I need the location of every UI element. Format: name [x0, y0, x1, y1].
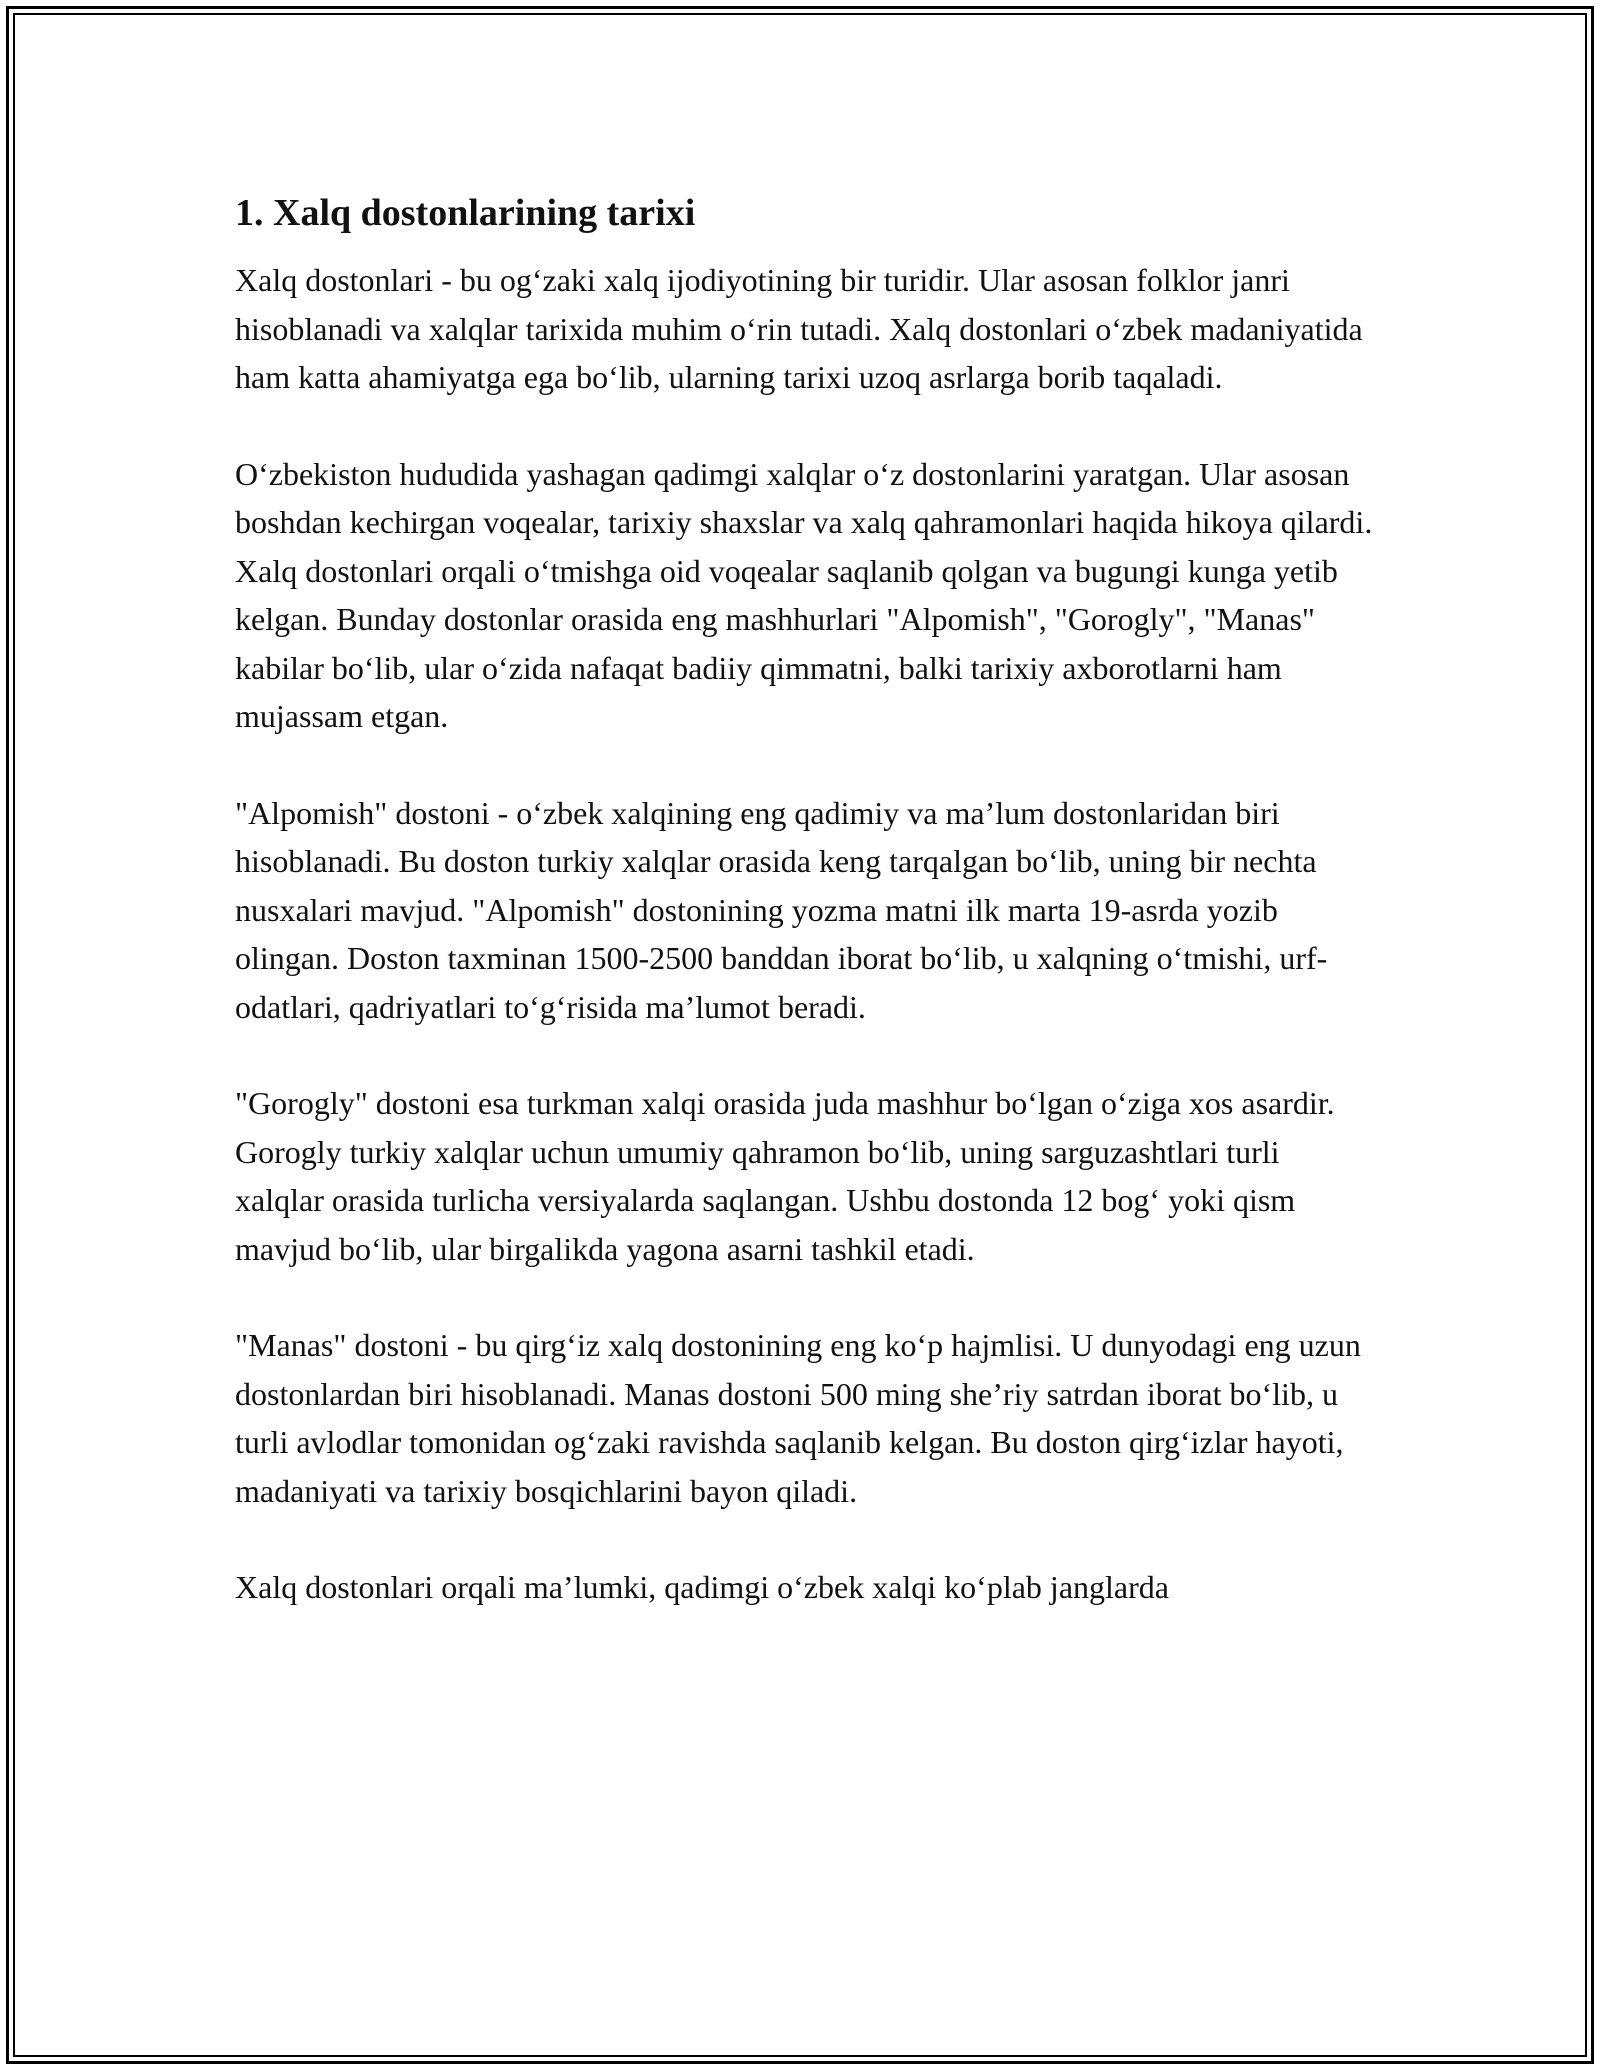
document-body — [235, 188, 1375, 1660]
paragraph-manas: "Manas" dostoni - bu qirg‘iz xalq dostonining eng ko‘p hajmlisi. U dunyodagi eng uzun dostonlardan biri hisoblanadi. Manas dostoni 500 ming she’riy satrdan iborat bo‘lib, u turli avlodlar tomonidan og‘zaki ravishda saqlanib kelgan. Bu doston qirg‘izlar hayoti, madaniyati va tarixiy bosqichlarini bayon qiladi. — [235, 1327, 1361, 1509]
paragraph-ancient-peoples: O‘zbekiston hududida yashagan qadimgi xalqlar o‘z dostonlarini yaratgan. Ular asosan boshdan kechirgan voqealar, tarixiy shaxslar va xalq qahramonlari haqida hikoya qilardi. Xalq dostonlari orqali o‘tmishga oid voqealar saqlanib qolgan va bugungi kunga yetib kelgan. Bunday dostonlar orasida eng mashhurlari "Alpomish", "Gorogly", "Manas" kabilar bo‘lib, ular o‘zida nafaqat badiiy qimmatni, balki tarixiy axborotlarni ham mujassam etgan. — [235, 455, 1373, 734]
paragraph-continuation: Xalq dostonlari orqali ma’lumki, qadimgi o‘zbek xalqi ko‘plab janglarda — [235, 1569, 1169, 1605]
paragraph-alpomish: "Alpomish" dostoni - o‘zbek xalqining eng qadimiy va ma’lum dostonlaridan biri hisoblanadi. Bu doston turkiy xalqlar orasida keng tarqalgan bo‘lib, uning bir nechta nusxalari mavjud. "Alpomish" dostonining yozma matni ilk marta 19-asrda yozib olingan. Doston taxminan 1500-2500 banddan iborat bo‘lib, u xalqning o‘tmishi, urf-odatlari, qadriyatlari to‘g‘risida ma’lumot beradi. — [235, 794, 1328, 1025]
paragraph-intro: Xalq dostonlari - bu og‘zaki xalq ijodiyotining bir turidir. Ular asosan folklor janri hisoblanadi va xalqlar tarixida muhim o‘rin tutadi. Xalq dostonlari o‘zbek madaniyatida ham katta ahamiyatga ega bo‘lib, ularning tarixi uzoq asrlarga borib taqaladi. — [235, 262, 1363, 395]
section-title: 1. Xalq dostonlarining tarixi — [235, 192, 696, 234]
paragraph-gorogly: "Gorogly" dostoni esa turkman xalqi orasida juda mashhur bo‘lgan o‘ziga xos asardir. Gorogly turkiy xalqlar uchun umumiy qahramon bo‘lib, uning sarguzashtlari turli xalqlar orasida turlicha versiyalarda saqlangan. Ushbu dostonda 12 bog‘ yoki qism mavjud bo‘lib, ular birgalikda yagona asarni tashkil etadi. — [235, 1085, 1335, 1267]
